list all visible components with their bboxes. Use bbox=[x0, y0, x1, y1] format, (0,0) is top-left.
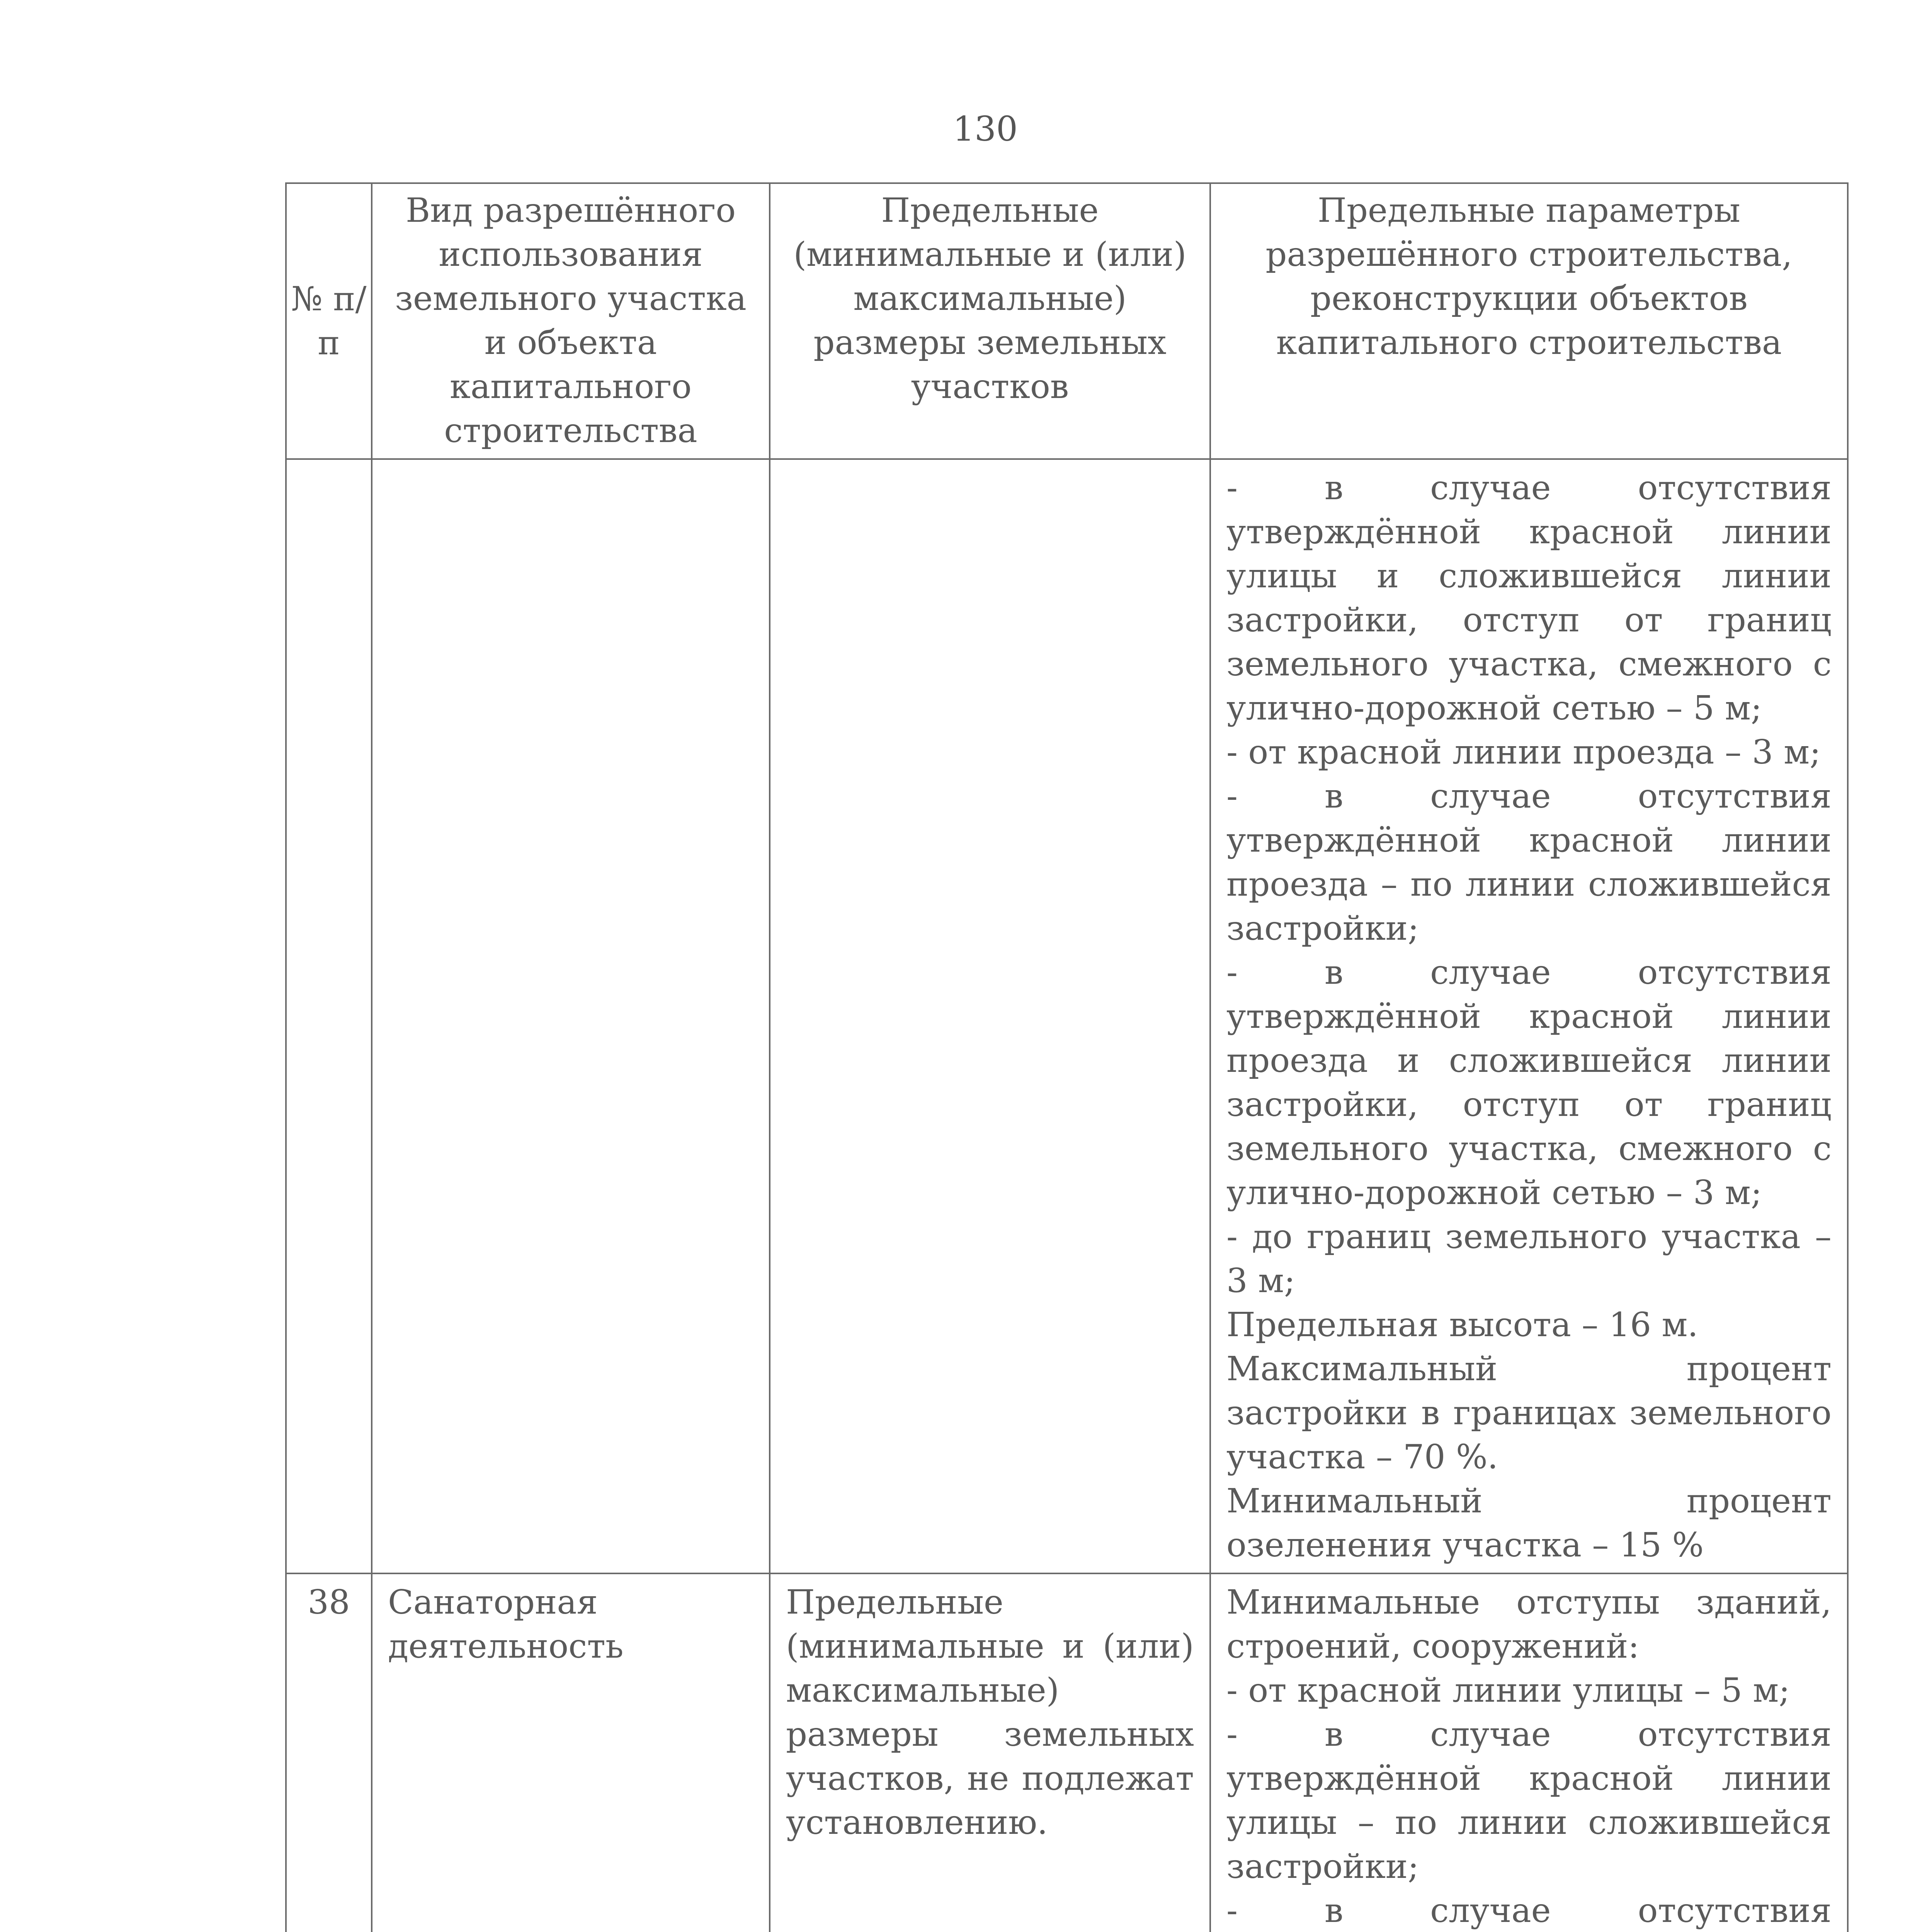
parameter-line: - в случае отсутствия утверждённой красной линии улицы – по линии сложившейся застройки; bbox=[1226, 1715, 1832, 1886]
header-plot-size: Предельные (минимальные и (или) максимальные) размеры земельных участков bbox=[770, 183, 1210, 459]
header-use-type: Вид разрешённого использования земельного участка и объекта капитального строительства bbox=[372, 183, 770, 459]
header-parameters: Предельные параметры разрешённого строительства, реконструкции объектов капитального строительства bbox=[1210, 183, 1848, 459]
parameter-line: - в случае отсутствия утверждённой красной линии улицы и сложившейся линии застройки, отступ от границ земельного участка, смежного с улично-дорожной сетью – 5 м; bbox=[1226, 469, 1832, 728]
parameter-line: - в случае отсутствия утверждённой красной линии проезда – по линии сложившейся застройки; bbox=[1226, 777, 1832, 948]
row-parameters bbox=[1210, 459, 1848, 1573]
regulations-table bbox=[285, 182, 1849, 1932]
row-use-type: Санаторная деятельность bbox=[372, 1573, 770, 1932]
row-plot-size: Предельные (минимальные и (или) максимальные) размеры земельных участков, не подлежат установлению. bbox=[770, 1573, 1210, 1932]
table-row bbox=[286, 459, 1848, 1573]
parameter-line: - в случае отсутствия bbox=[1226, 1891, 1832, 1930]
row-number: 38 bbox=[286, 1573, 372, 1932]
parameter-line: - от красной линии улицы – 5 м; bbox=[1226, 1671, 1790, 1710]
row-number bbox=[286, 459, 372, 1573]
row-parameters bbox=[1210, 1573, 1848, 1932]
parameter-line: Минимальный процент озеленения участка – 15 % bbox=[1226, 1482, 1832, 1565]
header-number: № п/п bbox=[286, 183, 372, 459]
parameter-line: Предельная высота – 16 м. bbox=[1226, 1306, 1698, 1344]
parameter-line: - до границ земельного участка – 3 м; bbox=[1226, 1218, 1832, 1300]
row-plot-size bbox=[770, 459, 1210, 1573]
row-use-type bbox=[372, 459, 770, 1573]
parameter-line: Минимальные отступы зданий, строений, сооружений: bbox=[1226, 1583, 1832, 1666]
table-header-row bbox=[286, 183, 1848, 459]
page-number: 130 bbox=[953, 109, 1018, 149]
parameter-line: - от красной линии проезда – 3 м; bbox=[1226, 733, 1821, 772]
parameter-line: - в случае отсутствия утверждённой красной линии проезда и сложившейся линии застройки, отступ от границ земельного участка, смежного с улично-дорожной сетью – 3 м; bbox=[1226, 953, 1832, 1212]
table-row bbox=[286, 1573, 1848, 1932]
parameter-line: Максимальный процент застройки в границах земельного участка – 70 %. bbox=[1226, 1350, 1832, 1476]
